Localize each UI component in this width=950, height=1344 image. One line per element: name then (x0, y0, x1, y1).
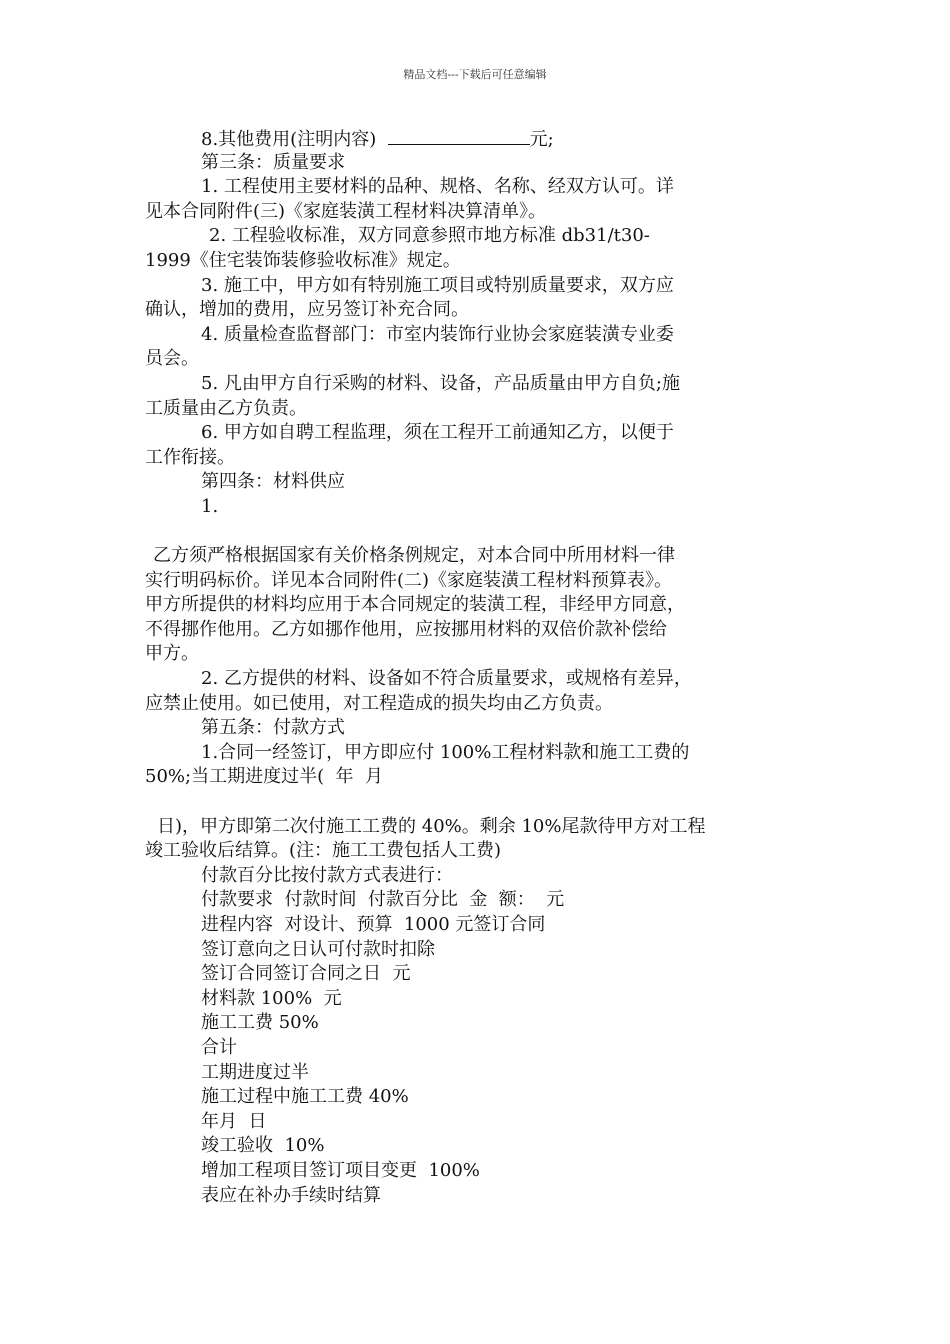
text-line: 工作衔接。 (145, 446, 235, 468)
spacer (145, 790, 810, 815)
text-line: 50%;当工期进度过半( 年 月 (145, 766, 383, 788)
spacer (145, 520, 810, 545)
text-line: 工质量由乙方负责。 (145, 397, 307, 419)
text-line: 应禁止使用。如已使用，对工程造成的损失均由乙方负责。 (145, 692, 613, 714)
text-line-part: 元; (529, 129, 554, 150)
payment-table-row: 签订意向之日认可付款时扣除 (201, 938, 435, 960)
text-line: 4. 质量检查监督部门：市室内装饰行业协会家庭装潢专业委 (201, 323, 674, 345)
text-line: 付款百分比按付款方式表进行： (201, 864, 453, 886)
text-line: 2. 工程验收标准，双方同意参照市地方标准 db31/t30- (209, 225, 650, 247)
payment-table-row: 材料款 100% 元 (201, 987, 342, 1009)
payment-table-row: 签订合同签订合同之日 元 (201, 963, 411, 985)
text-line: 竣工验收后结算。(注：施工工费包括人工费) (145, 840, 502, 862)
text-line: 1999《住宅装饰装修验收标准》规定。 (145, 249, 461, 271)
section-heading: 第三条：质量要求 (201, 151, 345, 173)
text-line: 日)，甲方即第二次付施工工费的 40%。剩余 10%尾款待甲方对工程 (157, 815, 706, 837)
payment-table-row: 进程内容 对设计、预算 1000 元签订合同 (201, 914, 546, 935)
payment-table-row: 工期进度过半 (201, 1061, 309, 1083)
text-line: 确认，增加的费用，应另签订补充合同。 (145, 299, 469, 321)
section-heading: 第五条：付款方式 (201, 717, 345, 739)
text-line: 不得挪作他用。乙方如挪作他用，应按挪用材料的双倍价款补偿给 (145, 618, 667, 640)
text-line: 甲方。 (145, 643, 199, 665)
text-line: 乙方须严格根据国家有关价格条例规定，对本合同中所用材料一律 (153, 545, 675, 567)
payment-table-row: 竣工验收 10% (201, 1135, 325, 1157)
page-header: 精品文档---下载后可任意编辑 (403, 68, 547, 81)
text-line: 实行明码标价。详见本合同附件(二)《家庭装潢工程材料预算表》。 (145, 569, 673, 591)
payment-table-row: 合计 (201, 1036, 237, 1058)
text-line: 5. 凡由甲方自行采购的材料、设备，产品质量由甲方自负;施 (201, 372, 680, 394)
payment-table-row: 表应在补办手续时结算 (201, 1184, 381, 1206)
payment-table-row: 施工过程中施工工费 40% (201, 1086, 409, 1108)
text-line: 3. 施工中，甲方如有特别施工项目或特别质量要求，双方应 (201, 274, 674, 296)
section-heading: 第四条：材料供应 (201, 471, 345, 493)
payment-table-row: 增加工程项目签订项目变更 100% (201, 1159, 480, 1181)
text-line-part: 8.其他费用(注明内容) (201, 129, 388, 150)
text-line: 见本合同附件(三)《家庭装潢工程材料决算清单》。 (145, 200, 547, 222)
text-line (145, 126, 810, 151)
fill-in-blank (388, 126, 530, 145)
payment-table-row: 施工工费 50% (201, 1012, 319, 1034)
text-line: 员会。 (145, 348, 199, 370)
text-line: 1.合同一经签订，甲方即应付 100%工程材料款和施工工费的 (201, 741, 690, 763)
text-line: 6. 甲方如自聘工程监理，须在工程开工前通知乙方，以便于 (201, 422, 674, 444)
document-body (145, 126, 810, 1208)
text-line: 2. 乙方提供的材料、设备如不符合质量要求，或规格有差异， (201, 668, 692, 690)
text-line: 1. (201, 495, 219, 517)
payment-table-row: 年月 日 (201, 1110, 267, 1132)
payment-table-row: 付款要求 付款时间 付款百分比 金 额： 元 (201, 889, 565, 911)
text-line: 甲方所提供的材料均应用于本合同规定的装潢工程，非经甲方同意， (145, 594, 685, 616)
text-line: 1. 工程使用主要材料的品种、规格、名称、经双方认可。详 (201, 176, 674, 198)
